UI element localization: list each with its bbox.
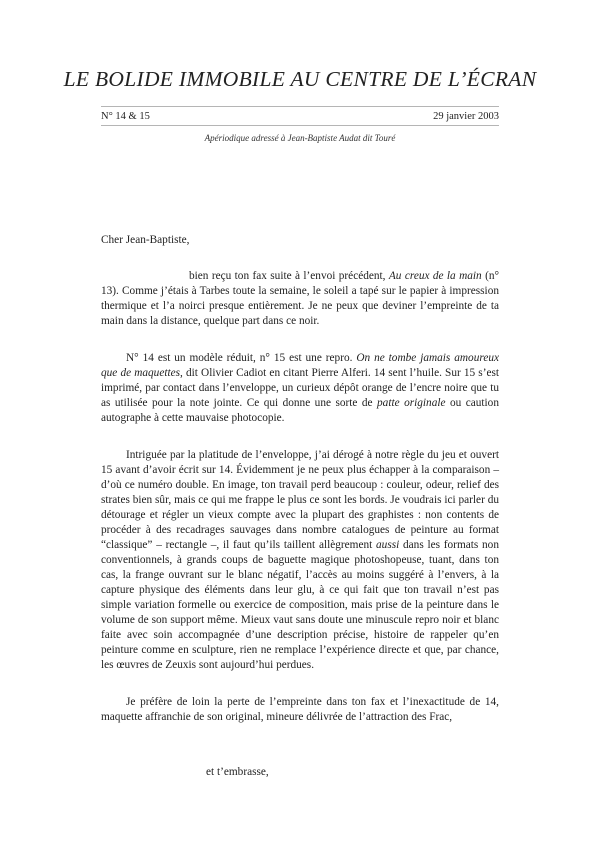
issue-date: 29 janvier 2003 [433, 111, 499, 122]
paragraph-4: Je préfère de loin la perte de l’empreinte dans ton fax et l’inexactitude de 14, maquette affranchie de son original, mineure délivrée de l’attraction des Frac, [101, 696, 499, 723]
letter-body [101, 233, 499, 780]
top-rule [101, 106, 499, 107]
paragraph-1-text-a: bien reçu ton fax suite à l’envoi précédent, [189, 270, 389, 282]
paragraph-3-text-c: dans les formats non conventionnels, à grands coups de baguette magique photoshopeuse, tuant, dans ton cas, la frange ouvrant sur le blanc négatif, l’accès au moins suggéré à l’envers, à la capture physique des éléments dans leur glu, à ce qui fait que ton travail n’est pas simple variation formelle ou exercice de composition, mais prise de la peinture dans le volume de son support même. Mieux vaut sans doute une minuscule repro noir et blanc faite avec soin accompagnée d’une description précise, histoire de rappeler qu’en peinture comme en sculpture, rien ne remplace l’expérience directe et que, par chance, les œuvres de Zeuxis sont aujourd’hui perdues. [101, 539, 499, 671]
closing: et t’embrasse, [206, 766, 269, 778]
salutation: Cher Jean-Baptiste, [101, 234, 190, 246]
paragraph-2-text-e: ou caution autographe à cette mauvaise photocopie. [101, 397, 499, 424]
page-title: LE BOLIDE IMMOBILE AU CENTRE DE L’ÉCRAN [63, 67, 537, 91]
paragraph-1-title-reference: Au creux de la main [388, 270, 482, 282]
issue-number: N° 14 & 15 [101, 111, 150, 122]
paragraph-3-emphasis: aussi [376, 539, 400, 551]
paragraph-3 [101, 448, 499, 673]
bottom-rule [101, 125, 499, 126]
paragraph-2 [101, 351, 499, 426]
paragraph-1 [101, 269, 499, 329]
paragraph-3-text-a: Intriguée par la platitude de l’enveloppe, j’ai dérogé à notre règle du jeu et ouvert 15 avant d’avoir écrit sur 14. Évidemment je ne peux plus échapper à la comparaison – d’où ce numéro double. En image, ton travail perd beaucoup : couleur, odeur, relief des strates bien sûr, mais ce qui me frappe le plus ce sont les bords. Je voudrais ici parler du détourage et régler un vieux compte avec la plupart des graphistes : non contents de procéder à des recadrages sauvages dans nombre catalogues de peinture au format “classique” – rectangle –, il faut qu’ils taillent allègrement [101, 449, 499, 551]
paragraph-2-text-a: N° 14 est un modèle réduit, n° 15 est une repro. [126, 352, 357, 364]
paragraph-2-text-c: dit Olivier Cadiot en citant Pierre Alferi. 14 sent l’huile. Sur 15 s’est imprimé, par contact dans l’enveloppe, un curieux dépôt orange de l’encre noire que tu as utilisée pour la note jointe. Ce qui donne une sorte de [101, 367, 499, 409]
subtitle: Apériodique adressé à Jean-Baptiste Audat dit Touré [204, 133, 396, 143]
paragraph-2-quote: On ne tombe jamais amoureux que de maquettes, [101, 352, 500, 379]
paragraph-1-text-c: (n° 13). Comme j’étais à Tarbes toute la semaine, le soleil a tapé sur le papier à impression thermique et l’a noirci presque entièrement. Je ne peux que deviner l’empreinte de ta main dans la distance, quelque part dans ce noir. [101, 270, 499, 327]
paragraph-2-emphasis: patte originale [377, 397, 446, 409]
